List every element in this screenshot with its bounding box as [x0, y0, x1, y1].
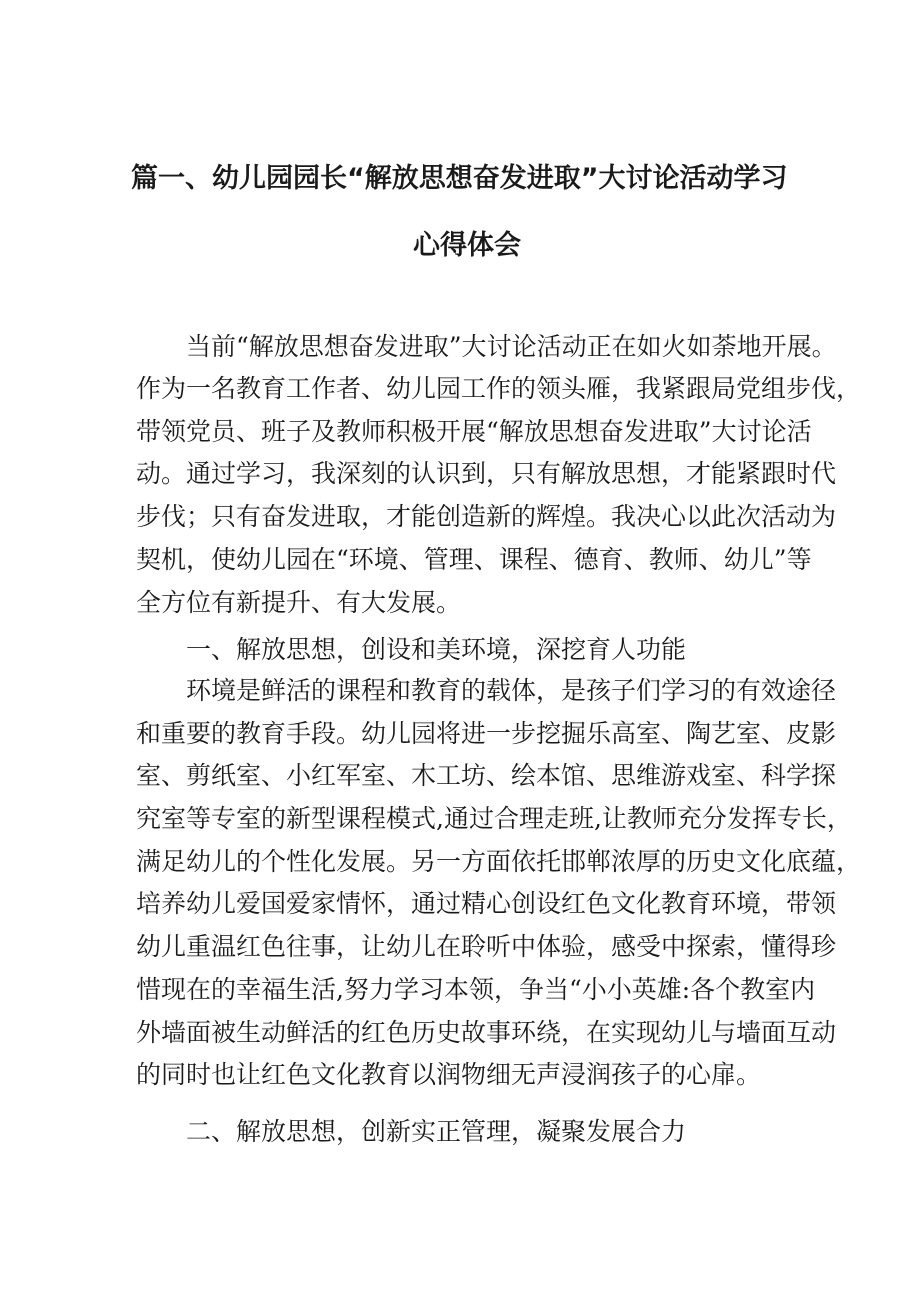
intro-line-6: 契机，使幼儿园在“环境、管理、课程、德育、教师、幼儿”等 [136, 545, 812, 574]
section-1-line-4: 究室等专室的新型课程模式,通过合理走班,让教师充分发挥专长， [136, 804, 852, 833]
section-1-line-9: 外墙面被生动鲜活的红色历史故事环绕，在实现幼儿与墙面互动 [136, 1018, 837, 1047]
document-title-line-1: 篇一、幼儿园园长“解放思想奋发进取”大讨论活动学习 [131, 163, 788, 194]
section-2-heading: 二、解放思想，创新实正管理，凝聚发展合力 [186, 1117, 687, 1146]
intro-line-3: 带领党员、班子及教师积极开展“解放思想奋发进取”大讨论活 [136, 417, 812, 446]
section-1-line-3: 室、剪纸室、小红军室、木工坊、绘本馆、思维游戏室、科学探 [136, 761, 837, 790]
document-title-line-2: 心得体会 [413, 230, 521, 261]
section-1-line-8: 惜现在的幸福生活,努力学习本领，争当“小小英雄:各个教室内 [136, 975, 816, 1004]
section-1-line-1: 环境是鲜活的课程和教育的载体，是孩子们学习的有效途径 [186, 676, 837, 705]
section-1-heading: 一、解放思想，创设和美环境，深挖育人功能 [186, 635, 687, 664]
intro-line-5: 步伐；只有奋发进取，才能创造新的辉煌。我决心以此次活动为 [136, 502, 837, 531]
intro-line-4: 动。通过学习，我深刻的认识到，只有解放思想，才能紧跟时代 [136, 459, 837, 488]
intro-line-1: 当前“解放思想奋发进取”大讨论活动正在如火如荼地开展。 [186, 332, 837, 361]
section-1-line-2: 和重要的教育手段。幼儿园将进一步挖掘乐高室、陶艺室、皮影 [136, 719, 837, 748]
section-1-line-7: 幼儿重温红色往事，让幼儿在聆听中体验，感受中探索，懂得珍 [136, 932, 837, 961]
section-1-line-6: 培养幼儿爱国爱家情怀，通过精心创设红色文化教育环境，带领 [136, 889, 837, 918]
intro-line-7: 全方位有新提升、有大发展。 [136, 588, 462, 617]
section-1-line-10: 的同时也让红色文化教育以润物细无声浸润孩子的心扉。 [136, 1060, 762, 1089]
intro-line-2: 作为一名教育工作者、幼儿园工作的领头雁，我紧跟局党组步伐， [136, 374, 862, 403]
section-1-line-5: 满足幼儿的个性化发展。另一方面依托邯郸浓厚的历史文化底蕴， [136, 847, 862, 876]
